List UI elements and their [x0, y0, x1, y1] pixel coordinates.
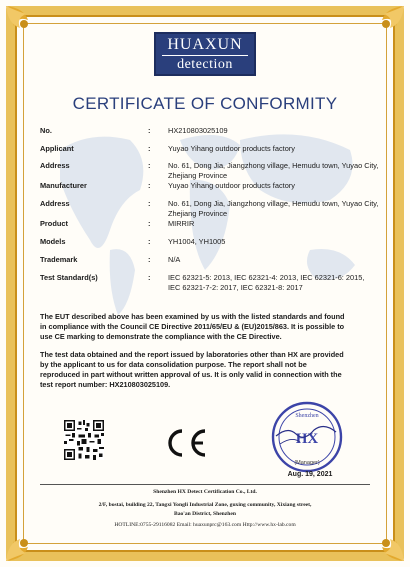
field-value: YH1004, YH1005 [168, 237, 226, 246]
field-colon: : [148, 255, 151, 264]
stamp-text: Shenzhen [295, 413, 319, 419]
field-colon: : [148, 181, 151, 190]
field-label: Address [40, 161, 70, 170]
field-label: Manufacturer [40, 181, 87, 190]
field-label: Test Standard(s) [40, 273, 98, 282]
footer-divider [40, 484, 370, 485]
qr-code [64, 420, 104, 460]
logo-bottom-text: detection [177, 57, 233, 72]
disclaimer-line: by the applicant to us for data consolidation purpose. The report shall not be [40, 360, 307, 369]
field-value: MIRRIR [168, 219, 195, 228]
field-colon: : [148, 199, 151, 208]
field-value: Zhejiang Province [168, 209, 228, 218]
field-value: No. 61, Dong Jia, Jiangzhong village, Hemudu town, Yuyao City, [168, 199, 379, 208]
field-value: IEC 62321-5: 2013, IEC 62321-4: 2013, IEC 62321-6: 2015, [168, 273, 365, 282]
footer-company: Shenzhen HX Detect Certification Co., Ltd. [153, 489, 257, 495]
field-value: No. 61, Dong Jia, Jiangzhong village, Hemudu town, Yuyao City, [168, 161, 379, 170]
ce-mark [163, 428, 209, 458]
field-value: N/A [168, 255, 181, 264]
disclaimer-line: The test data obtained and the report issued by laboratories other than HX are provided [40, 350, 344, 359]
field-value: IEC 62321-7-2: 2017, IEC 62321-8: 2017 [168, 283, 303, 292]
huaxun-logo [154, 32, 256, 76]
field-colon: : [148, 126, 151, 135]
compliance-line: use CE marking to demonstrate the compliance with the CE Directive. [40, 332, 282, 341]
field-colon: : [148, 237, 151, 246]
field-colon: : [148, 273, 151, 282]
field-colon: : [148, 161, 151, 170]
compliance-line: The EUT described above has been examined by us with the listed standards and found [40, 312, 345, 321]
compliance-line: in compliance with the Council CE Directive 2011/65/EU & (EU)2015/863. It is possible to [40, 322, 345, 331]
field-label: Product [40, 219, 68, 228]
compliance-statement [40, 312, 372, 342]
footer-contact: HOTLINE:0755-29116082 Email: huaxunprc@163.com Http://www.hx-lab.com [114, 522, 296, 528]
field-value: Zhejiang Province [168, 171, 228, 180]
stamp-center-text: HX [295, 431, 319, 447]
company-stamp [270, 400, 344, 474]
manager-label: (Manager) [294, 460, 320, 466]
field-colon: : [148, 144, 151, 153]
logo-top-text: HUAXUN [167, 36, 243, 53]
disclaimer-statement [40, 350, 372, 390]
corner-ornament-icon [360, 4, 406, 50]
footer-address-line2: Bao'an District, Shenzhen [173, 511, 236, 517]
field-value: Yuyao Yihang outdoor products factory [168, 181, 295, 190]
field-value: Yuyao Yihang outdoor products factory [168, 144, 295, 153]
field-label: No. [40, 126, 52, 135]
field-label: Address [40, 199, 70, 208]
disclaimer-line: reproduced in part without written approval of us. It is only valid in connection with the [40, 370, 342, 379]
field-label: Models [40, 237, 66, 246]
field-label: Applicant [40, 144, 74, 153]
field-label: Trademark [40, 255, 78, 264]
field-value: HX210803025109 [168, 126, 228, 135]
corner-ornament-icon [4, 4, 50, 50]
footer-address-line1: 2/F, bostai, building 22, Tangxi Yongli Industrial Zone, guxing community, Xixiang street, [98, 502, 312, 508]
disclaimer-line: test report number: HX210803025109. [40, 380, 171, 389]
certificate-title: CERTIFICATE OF CONFORMITY [72, 94, 338, 113]
field-colon: : [148, 219, 151, 228]
issue-date: Aug. 19, 2021 [287, 471, 333, 478]
